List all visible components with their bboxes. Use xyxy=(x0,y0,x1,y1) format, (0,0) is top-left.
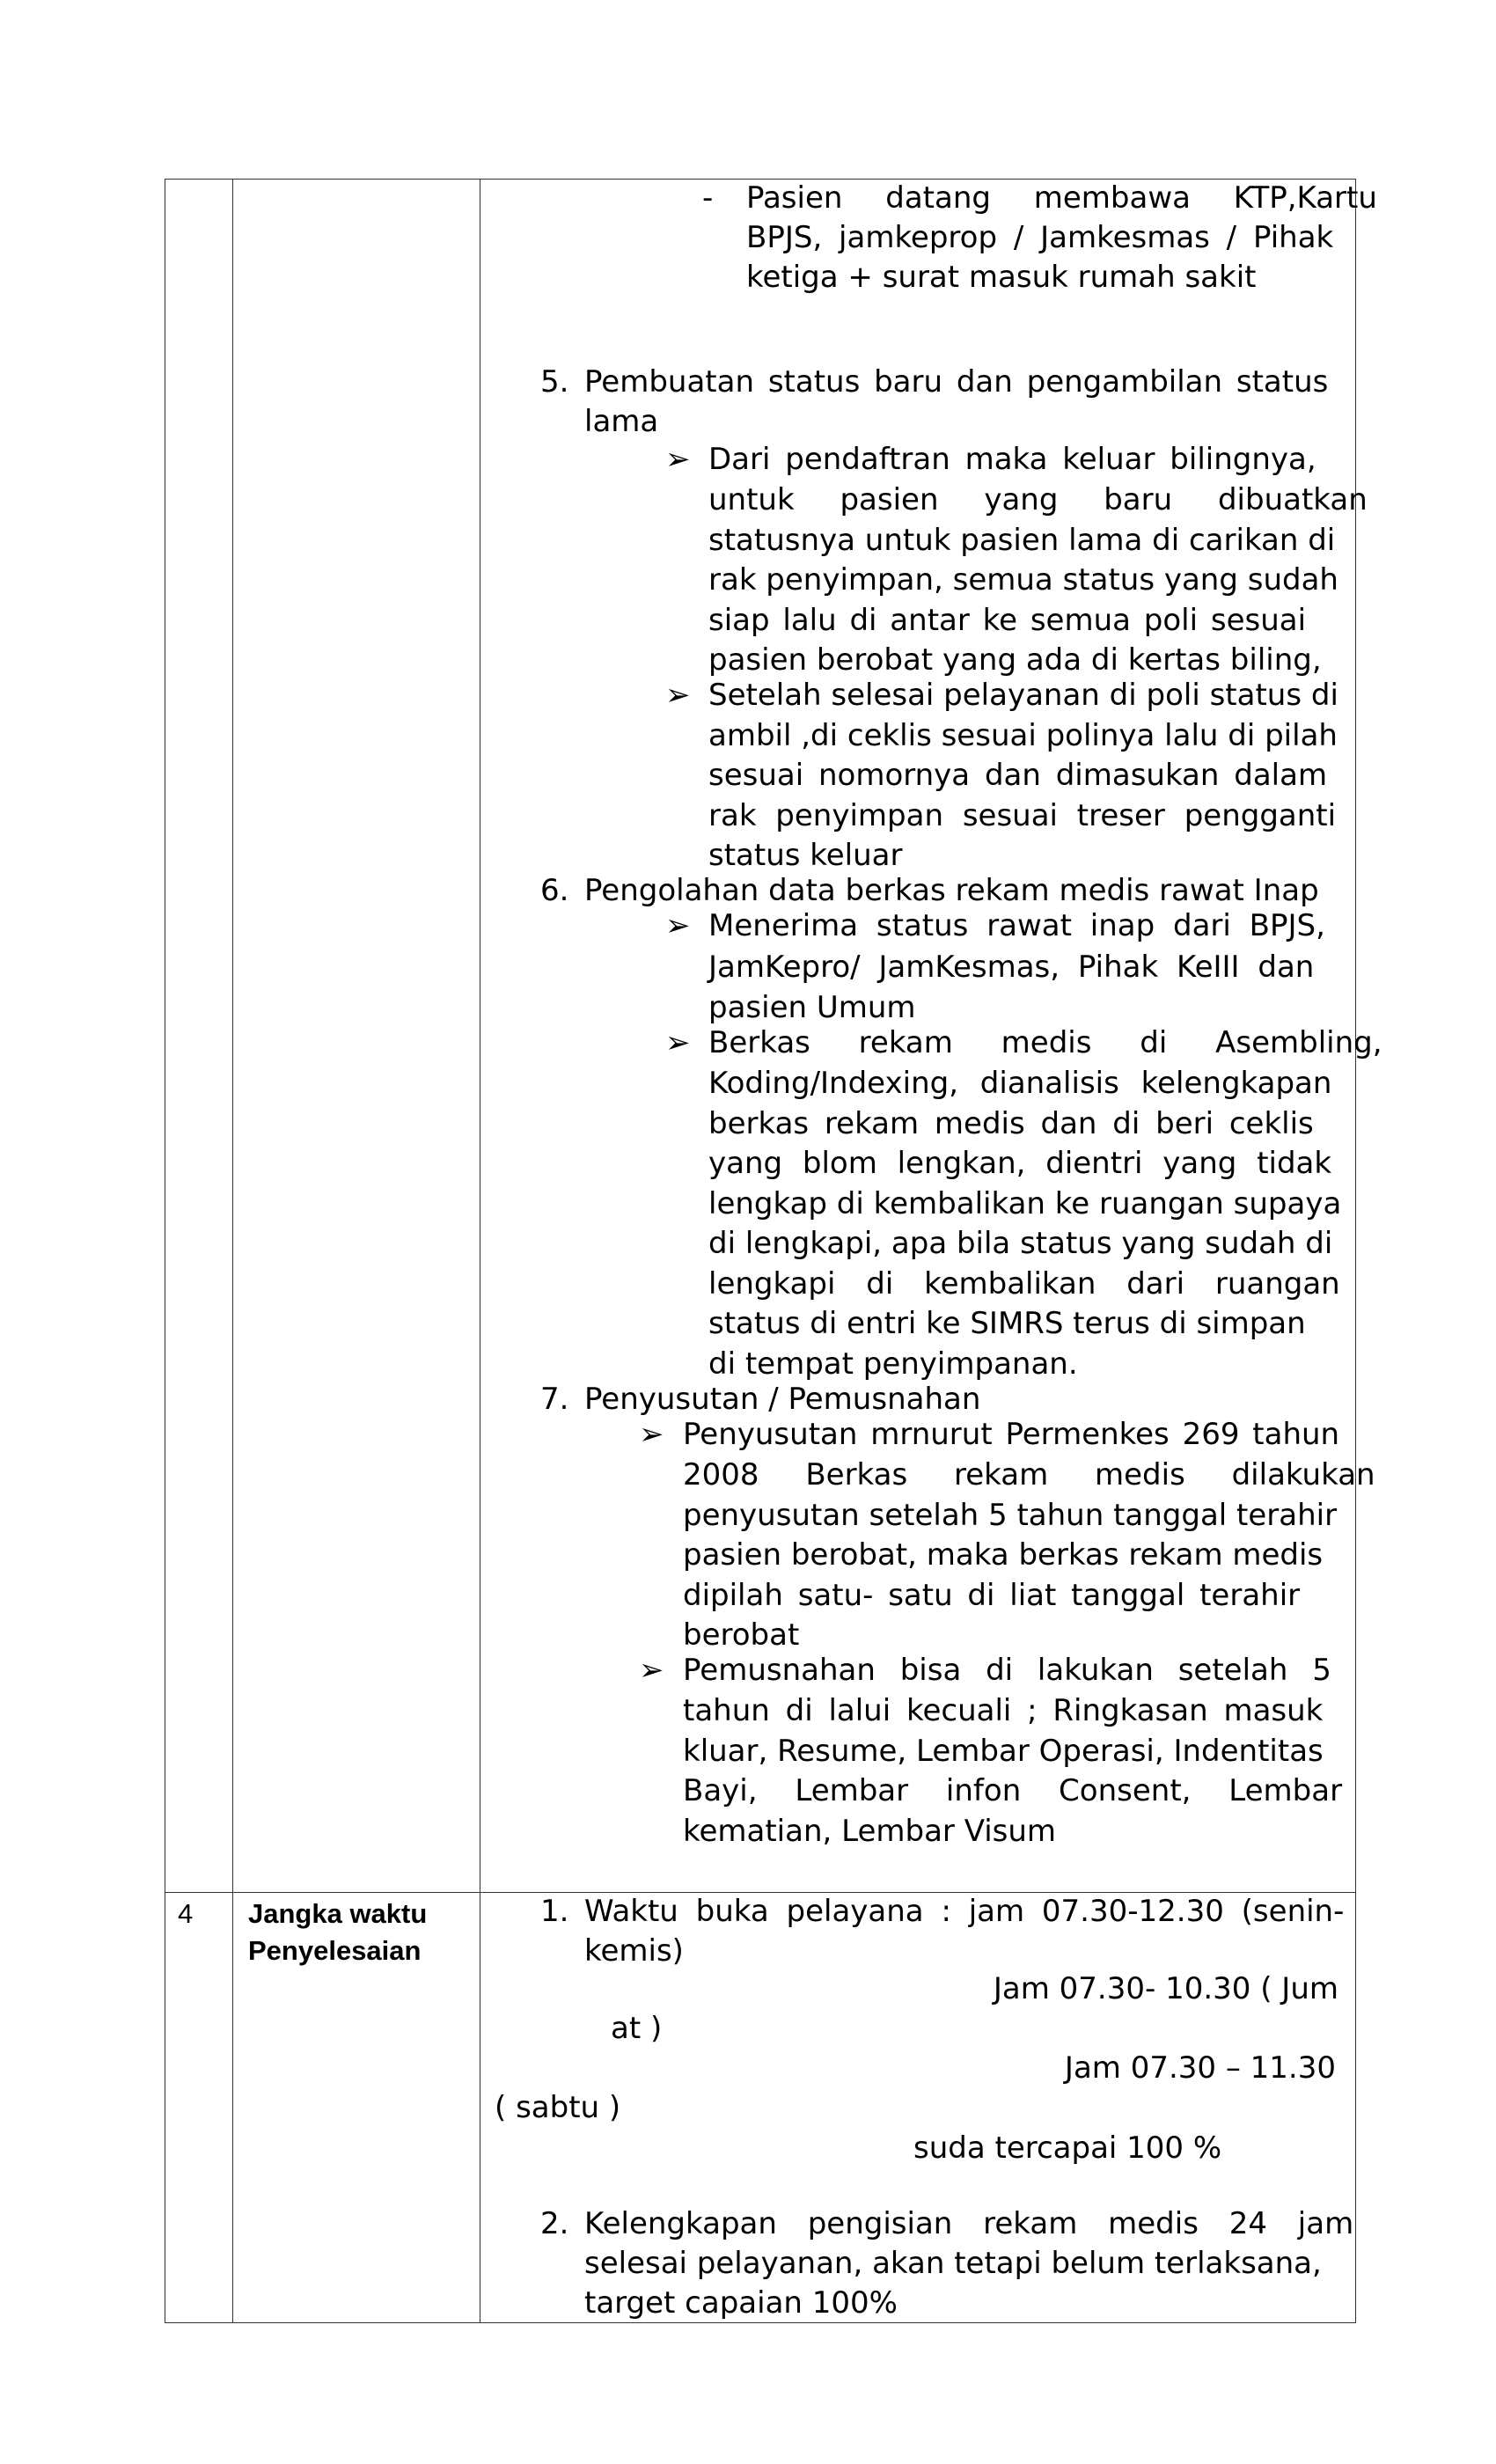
item-number: 2. xyxy=(540,2206,569,2241)
text-line: Setelah selesai pelayanan di poli status di xyxy=(708,678,1338,713)
text-line: kematian, Lembar Visum xyxy=(683,1814,1057,1849)
text-line: dipilah satu- satu di liat tanggal terahir xyxy=(683,1578,1301,1613)
column-divider-1 xyxy=(232,179,233,2323)
dash-marker: - xyxy=(702,180,714,216)
text-line: Pasien datang membawa KTP,Kartu xyxy=(746,180,1377,216)
text-line: Waktu buka pelayana : jam 07.30-12.30 (senin- xyxy=(584,1894,1345,1929)
row-label-line-2: Penyelesaian xyxy=(248,1935,422,1966)
text-line: pasien berobat yang ada di kertas biling, xyxy=(708,642,1322,678)
text-line: lengkapi di kembalikan dari ruangan xyxy=(708,1266,1340,1302)
text-line: Pengolahan data berkas rekam medis rawat Inap xyxy=(584,873,1319,908)
arrow-bullet-icon: ➢ xyxy=(665,1025,691,1060)
text-line: lengkap di kembalikan ke ruangan supaya xyxy=(708,1186,1342,1221)
text-line: lama xyxy=(584,404,659,439)
text-line: tahun di lalui kecuali ; Ringkasan masuk xyxy=(683,1693,1324,1728)
item-number: 5. xyxy=(540,364,569,400)
text-line: ketiga + surat masuk rumah sakit xyxy=(746,260,1257,295)
text-line: ambil ,di ceklis sesuai polinya lalu di pilah xyxy=(708,718,1338,753)
text-line: yang blom lengkan, dientri yang tidak xyxy=(708,1146,1332,1181)
item-number: 7. xyxy=(540,1382,569,1417)
text-line: BPJS, jamkeprop / Jamkesmas / Pihak xyxy=(746,220,1334,255)
text-line: Kelengkapan pengisian rekam medis 24 jam xyxy=(584,2206,1354,2241)
text-line: suda tercapai 100 % xyxy=(913,2130,1222,2166)
text-line: Koding/Indexing, dianalisis kelengkapan xyxy=(708,1066,1332,1101)
text-line: Pembuatan status baru dan pengambilan status xyxy=(584,364,1329,400)
text-line: Penyusutan / Pemusnahan xyxy=(584,1382,981,1417)
text-line: kemis) xyxy=(584,1933,684,1969)
text-line: Dari pendaftran maka keluar bilingnya, xyxy=(708,442,1316,477)
text-line: ( sabtu ) xyxy=(495,2090,621,2125)
text-line: sesuai nomornya dan dimasukan dalam xyxy=(708,758,1328,793)
text-line: selesai pelayanan, akan tetapi belum terlaksana, xyxy=(584,2246,1322,2281)
text-line: penyusutan setelah 5 tahun tanggal terahir xyxy=(683,1498,1338,1533)
text-line: berkas rekam medis dan di beri ceklis xyxy=(708,1106,1314,1141)
text-line: Pemusnahan bisa di lakukan setelah 5 xyxy=(683,1653,1331,1688)
arrow-bullet-icon: ➢ xyxy=(639,1653,664,1688)
text-line: Berkas rekam medis di Asembling, xyxy=(708,1025,1382,1060)
text-line: Jam 07.30- 10.30 ( Jum xyxy=(993,1971,1338,2006)
text-line: status keluar xyxy=(708,838,903,873)
text-line: target capaian 100% xyxy=(584,2285,898,2321)
text-line: kluar, Resume, Lembar Operasi, Indentitas xyxy=(683,1734,1324,1769)
text-line: Penyusutan mrnurut Permenkes 269 tahun xyxy=(683,1417,1340,1452)
text-line: di tempat penyimpanan. xyxy=(708,1346,1078,1382)
row-number: 4 xyxy=(178,1898,194,1929)
text-line: statusnya untuk pasien lama di carikan di xyxy=(708,523,1336,558)
arrow-bullet-icon: ➢ xyxy=(665,442,691,477)
text-line: rak penyimpan, semua status yang sudah xyxy=(708,562,1338,598)
text-line: Bayi, Lembar infon Consent, Lembar xyxy=(683,1773,1343,1808)
text-line: Menerima status rawat inap dari BPJS, xyxy=(708,908,1325,943)
text-line: JamKepro/ JamKesmas, Pihak KeIII dan xyxy=(708,950,1315,985)
text-line: berobat xyxy=(683,1617,800,1653)
text-line: siap lalu di antar ke semua poli sesuai xyxy=(708,603,1307,638)
text-line: pasien Umum xyxy=(708,990,916,1025)
arrow-bullet-icon: ➢ xyxy=(639,1417,664,1452)
arrow-bullet-icon: ➢ xyxy=(665,678,691,713)
arrow-bullet-icon: ➢ xyxy=(665,908,691,943)
text-line: status di entri ke SIMRS terus di simpan xyxy=(708,1306,1306,1341)
text-line: rak penyimpan sesuai treser pengganti xyxy=(708,798,1337,833)
text-line: Jam 07.30 – 11.30 xyxy=(1064,2050,1336,2086)
text-line: pasien berobat, maka berkas rekam medis xyxy=(683,1537,1324,1573)
item-number: 6. xyxy=(540,873,569,908)
text-line: di lengkapi, apa bila status yang sudah di xyxy=(708,1226,1333,1261)
row-label-line-1: Jangka waktu xyxy=(248,1898,428,1929)
text-line: 2008 Berkas rekam medis dilakukan xyxy=(683,1457,1375,1492)
text-line: at ) xyxy=(611,2011,663,2046)
text-line: untuk pasien yang baru dibuatkan xyxy=(708,482,1368,517)
item-number: 1. xyxy=(540,1894,569,1929)
